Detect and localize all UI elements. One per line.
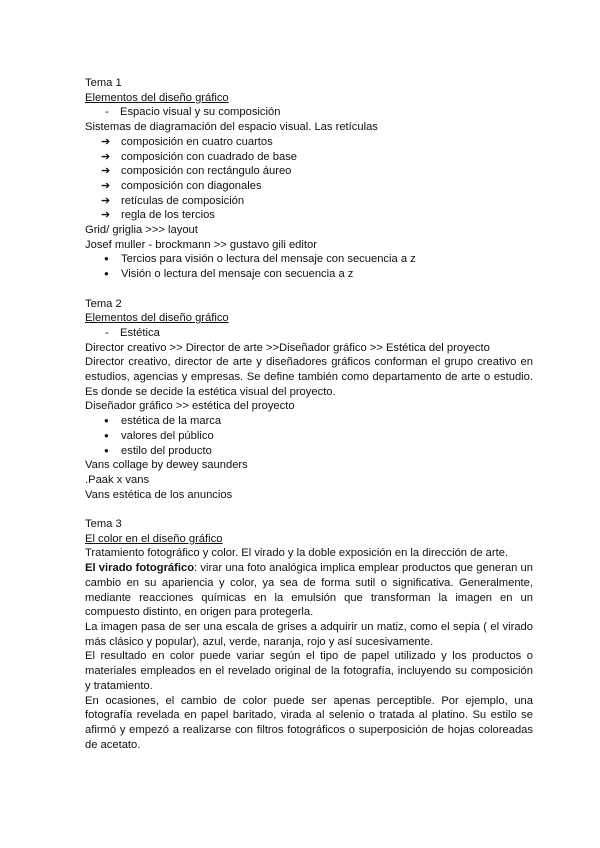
tema1-arrow-item: ➔ composición con rectángulo áureo <box>101 165 292 178</box>
tema2-director-paragraph: Director creativo, director de arte y diseñadores gráficos conforman el grupo creativo en estudios, agencias y empresas. Se define también como departamento de arte o estudio. Es donde se decide la estética visual del proyecto. <box>85 356 533 398</box>
tema1-arrow-item: ➔ regla de los tercios <box>101 209 215 222</box>
tema2-dash-item: - Estética <box>105 326 160 339</box>
tema3-title: El color en el diseño gráfico <box>85 532 223 545</box>
section-gap <box>85 502 533 517</box>
bullet-icon: ● <box>104 254 109 264</box>
dash-marker: - <box>105 106 109 119</box>
tema2-paak-line: .Paak x vans <box>85 473 150 486</box>
tema1-arrow-item: ➔ composición con cuadrado de base <box>101 150 298 163</box>
arrow-icon: ➔ <box>101 165 111 178</box>
tema2-heading: Tema 2 <box>85 297 122 310</box>
tema2-bullet-item: ● estilo del producto <box>104 444 212 457</box>
arrow-icon: ➔ <box>101 179 111 192</box>
tema1-grid-line: Grid/ griglia >>> layout <box>85 224 198 237</box>
arrow-icon: ➔ <box>101 194 111 207</box>
tema3-ocasiones-paragraph: En ocasiones, el cambio de color puede ser apenas perceptible. Por ejemplo, una fotografía revelada en papel baritado, virada al selenio o tratada al platino. Su estilo se afirmó y empezó a realizarse con filtros fotográficos o superposición de hojas coloreadas de acetato. <box>85 694 533 751</box>
document-page <box>85 76 533 752</box>
tema1-josef-line: Josef muller - brockmann >> gustavo gili editor <box>85 238 317 251</box>
dash-marker: - <box>105 326 109 339</box>
tema2-vans-collage: Vans collage by dewey saunders <box>85 459 248 472</box>
tema2-bullet-item: ● valores del público <box>104 429 214 442</box>
arrow-icon: ➔ <box>101 135 111 148</box>
tema3-tratamiento-line: Tratamiento fotográfico y color. El virado y la doble exposición en la dirección de arte. <box>85 547 509 560</box>
tema1-arrow-item: ➔ retículas de composición <box>101 194 245 207</box>
tema1-title: Elementos del diseño gráfico <box>85 91 229 104</box>
tema2-bullet-item: ● estética de la marca <box>104 415 222 428</box>
tema3-resultado-paragraph: El resultado en color puede variar según el tipo de papel utilizado y los productos o materiales empleados en el revelado original de la fotografía, incluyendo su composición y tratamiento. <box>85 650 533 692</box>
tema2-disenador-line: Diseñador gráfico >> estética del proyecto <box>85 400 295 413</box>
tema3-heading: Tema 3 <box>85 518 122 531</box>
section-gap <box>85 282 533 297</box>
tema3-virado-paragraph <box>85 561 533 620</box>
tema1-arrow-item: ➔ composición con diagonales <box>101 179 262 192</box>
arrow-icon: ➔ <box>101 150 111 163</box>
tema1-dash-item: - Espacio visual y su composición <box>105 106 281 119</box>
tema1-heading: Tema 1 <box>85 77 122 89</box>
tema1-bullet-item: ● Visión o lectura del mensaje con secuencia a z <box>104 268 354 281</box>
tema2-title: Elementos del diseño gráfico <box>85 312 229 325</box>
arrow-icon: ➔ <box>101 209 111 222</box>
tema1-bullet-item: ● Tercios para visión o lectura del mensaje con secuencia a z <box>104 253 416 266</box>
tema1-sistemas: Sistemas de diagramación del espacio visual. Las retículas <box>85 121 378 134</box>
bullet-icon: ● <box>104 416 109 426</box>
bullet-icon: ● <box>104 445 109 455</box>
tema2-director-line: Director creativo >> Director de arte >>Diseñador gráfico >> Estética del proyecto <box>85 341 490 354</box>
tema1-arrow-item: ➔ composición en cuatro cuartos <box>101 135 273 148</box>
tema3-imagen-paragraph: La imagen pasa de ser una escala de grises a adquirir un matiz, como el sepia ( el virado más clásico y popular), azul, verde, naranja, rojo y así sucesivamente. <box>85 620 533 648</box>
tema2-vans-anuncios: Vans estética de los anuncios <box>85 488 233 501</box>
bullet-icon: ● <box>104 269 109 279</box>
virado-definition: : virar una foto analógica implica emplear productos que generan un cambio en su apariencia y color, ya sea de forma sutil o significativa. Generalmente, mediante reacciones químicas en la emulsión que transforman la imagen en un compuesto distinto, en origen para protegerla. <box>85 562 533 619</box>
bullet-icon: ● <box>104 430 109 440</box>
virado-term: El virado fotográfico <box>85 562 195 575</box>
